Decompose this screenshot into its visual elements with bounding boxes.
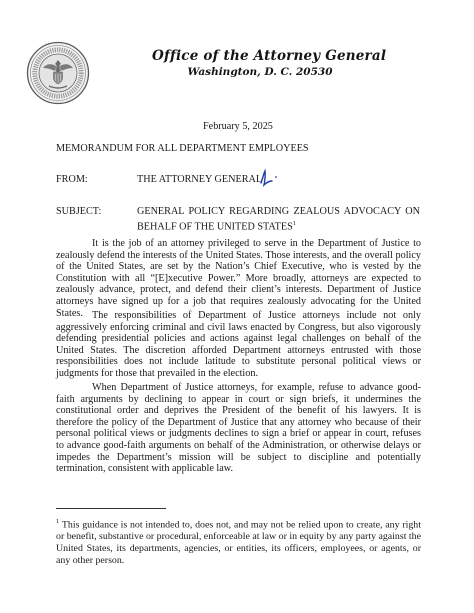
subject-label: SUBJECT:: [56, 206, 102, 217]
body-paragraph-3: When Department of Justice attorneys, for example, refuse to advance good-faith arguments by declining to appear in court or sign briefs, it undermines the constitutional order and deprives the President of the benefit of his lawyers. It is therefore the policy of the Department of Justice that any attorney who because of their personal political views or judgments declines to sign a brief or appear in court, refuses to advance good-faith arguments on behalf of the Administration, or otherwise delays or impedes the Department’s mission will be subject to discipline and potentially termination, consistent with applicable law.: [56, 382, 421, 475]
from-value: THE ATTORNEY GENERAL: [137, 174, 263, 185]
from-label: FROM:: [56, 174, 88, 185]
footnote-divider: [56, 508, 166, 509]
memo-recipients: MEMORANDUM FOR ALL DEPARTMENT EMPLOYEES: [56, 143, 309, 154]
subject-footnote-mark: 1: [292, 220, 297, 227]
footnote-text: This guidance is not intended to, does not, and may not be relied upon to create, any right or benefit, substantive or procedural, enforceable at law or in equity by any party against the United States, its departments, agencies, or entities, its officers, employees, or agents, or any other person.: [56, 519, 421, 566]
letterhead-office-title: Office of the Attorney General: [152, 48, 387, 64]
footnote-mark: 1: [56, 518, 60, 525]
memo-date: February 5, 2025: [203, 121, 273, 132]
footnote: [56, 516, 421, 566]
body-paragraph-2: The responsibilities of Department of Justice attorneys include not only aggressively enforcing criminal and civil laws enacted by Congress, but also vigorously defending presidential policies and actions against legal challenges on behalf of the United States. The discretion afforded Department attorneys entrusted with those responsibilities does not include latitude to substitute personal political views or judgments for those that prevailed in the election.: [56, 310, 421, 379]
letterhead-address: Washington, D. C. 20530: [187, 66, 333, 78]
subject-value: [137, 206, 420, 233]
body-paragraph-1: It is the job of an attorney privileged to serve in the Department of Justice to zealously defend the interests of the United States. Those interests, and the overall policy of the United States, are set by the Nation’s Chief Executive, who is vested by the Constitution with all “[E]xecutive Power.” More broadly, attorneys are expected to zealously advance, protect, and defend their client’s interests. Department of Justice attorneys have signed up for a job that requires zealously advocating for the United States.: [56, 238, 421, 319]
doj-seal-icon: [26, 41, 90, 105]
signature-icon: [258, 168, 284, 188]
seal-graphic: [26, 41, 90, 105]
subject-text: GENERAL POLICY REGARDING ZEALOUS ADVOCACY ON BEHALF OF THE UNITED STATES: [137, 206, 420, 233]
